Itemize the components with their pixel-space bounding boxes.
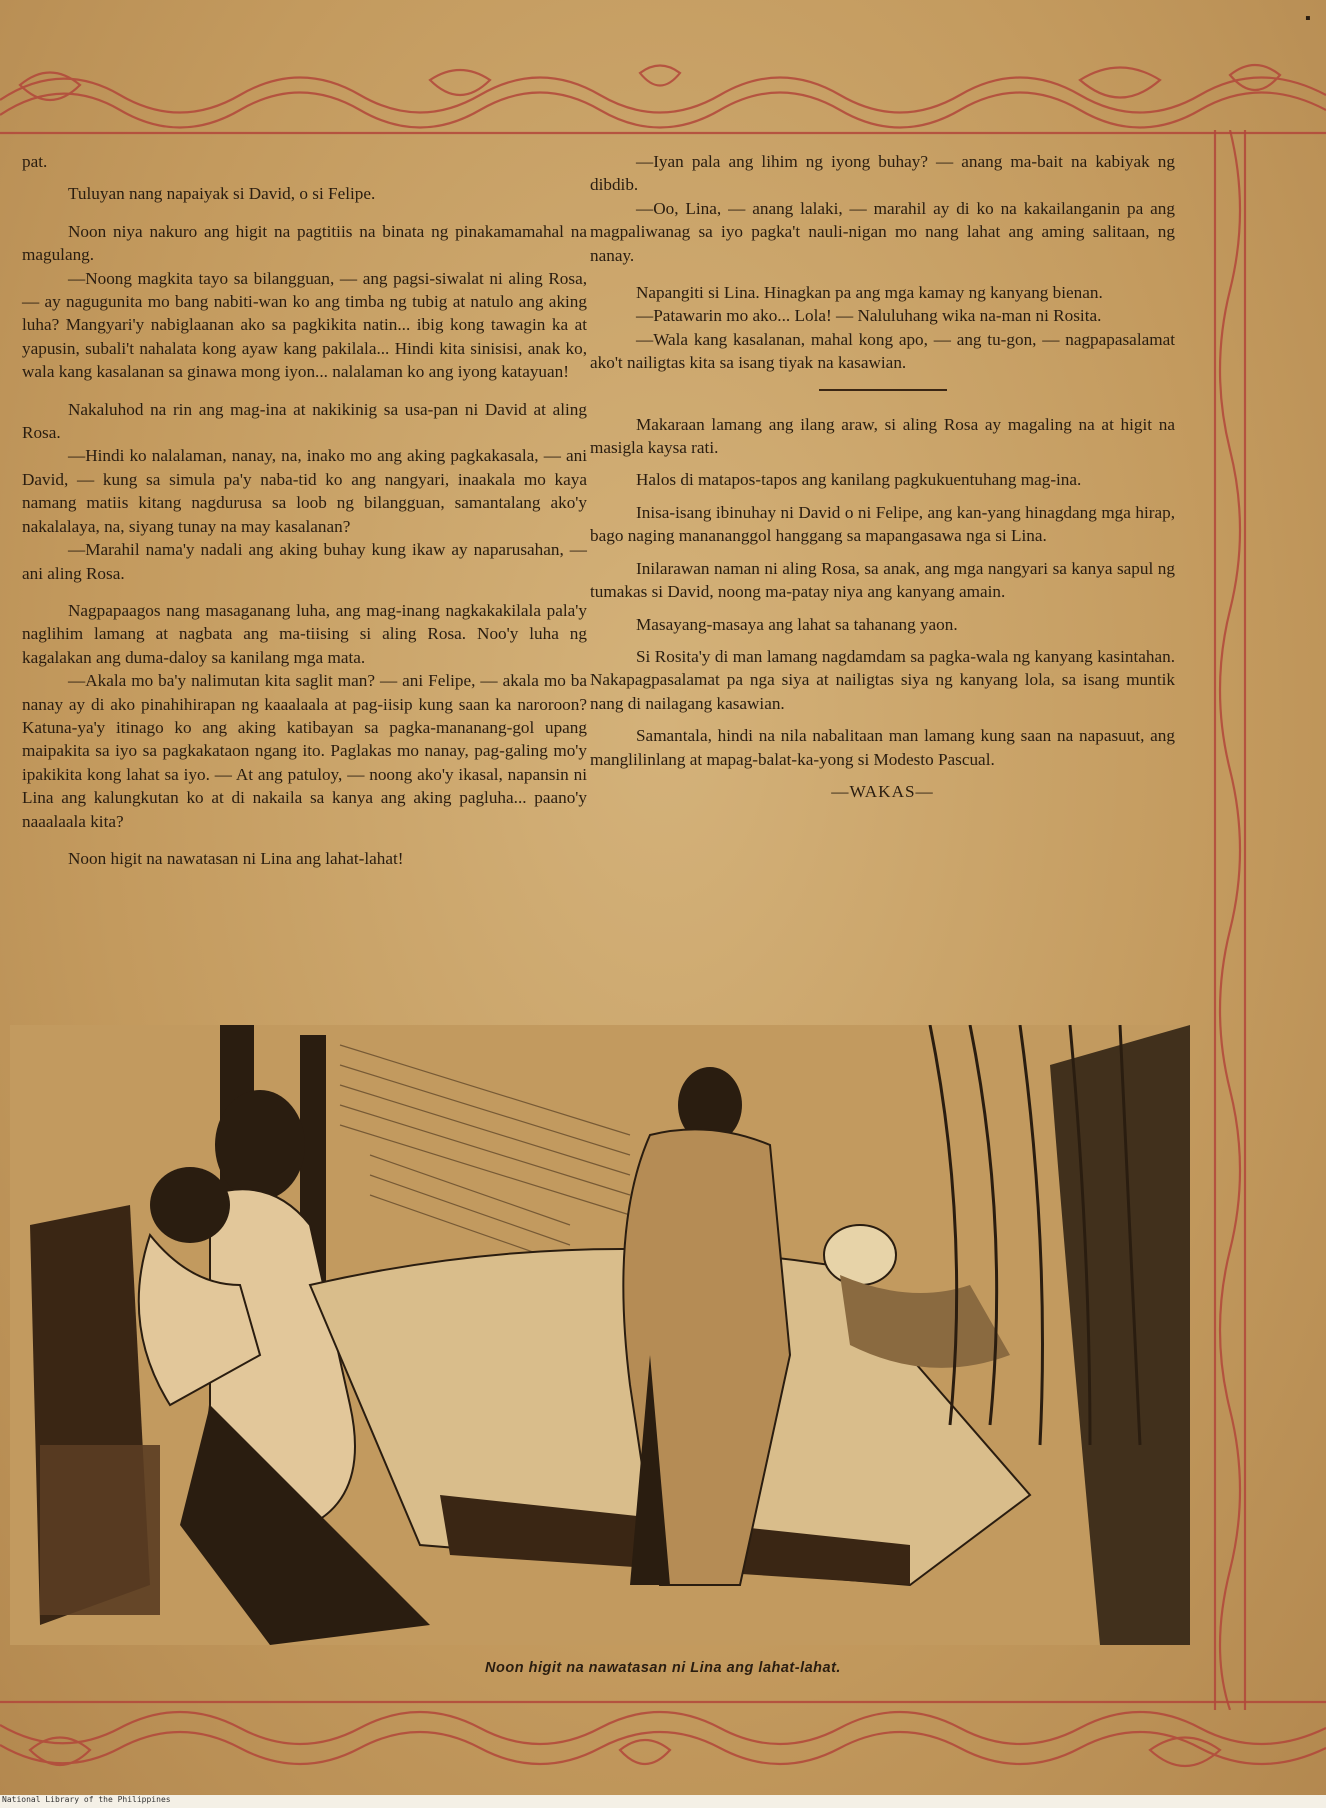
- paragraph: Makaraan lamang ang ilang araw, si aling Rosa ay magaling na at higit na masigla kaysa rati.: [590, 414, 1175, 458]
- paragraph: Tuluyan nang napaiyak si David, o si Felipe.: [68, 184, 376, 204]
- paragraph: Inisa-isang ibinuhay ni David o ni Felipe, ang kan-yang hinagdang mga hirap, bago naging manananggol hanggang sa mapangasawa nga si Lina.: [590, 502, 1175, 546]
- paragraph: —Akala mo ba'y nalimutan kita saglit man? — ani Felipe, — akala mo ba nanay ay di ako pinahihirapan ng kaaalaala at pag-iisip kung saan ka naroroon? Katuna-ya'y itinago ko ang aking katibayan sa pagka-mananang-gol upang maipakita sa iyo sa pagkakataon ngang ito. Paglakas mo nanay, pag-galing mo'y ipakikita kong lahat sa iyo. — At ang patuloy, — noong ako'y ikasal, napansin ni Lina ang kalungkutan ko at di nakaila sa kanya ang aking pagluha... paano'y naaalaala kita?: [22, 671, 587, 831]
- paragraph: Samantala, hindi na nila nabalitaan man lamang kung saan na napasuut, ang manglilinlang at mapag-balat-ka-yong si Modesto Pascual.: [590, 726, 1175, 769]
- paragraph: Masayang-masaya ang lahat sa tahanang yaon.: [636, 614, 958, 634]
- right-text-column: [590, 150, 1175, 812]
- ornamental-border-bottom: [0, 1690, 1326, 1780]
- section-divider: [819, 389, 947, 391]
- ornamental-border-top: [0, 55, 1326, 145]
- paragraph: —Hindi ko nalalaman, nanay, na, inako mo ang aking pagkakasala, — ani David, — kung sa simula pa'y naba-tid ko ang nangyari, inaakala mo kaya namang matiis kitang nagdurusa sa loob ng bilangguan, samantalang ako'y nakalalaya, na, siyang tunay na may kasalanan?: [22, 446, 587, 536]
- illustration-caption: Noon higit na nawatasan ni Lina ang lahat-lahat.: [485, 1660, 841, 1676]
- paragraph: Napangiti si Lina. Hinagkan pa ang mga kamay ng kanyang bienan.: [636, 283, 1103, 303]
- paragraph: —Wala kang kasalanan, mahal kong apo, — ang tu-gon, — nagpapasalamat ako't nailigtas kita sa isang tiyak na kasawian.: [590, 329, 1175, 373]
- footer-bar: [0, 1795, 1326, 1808]
- paragraph: Halos di matapos-tapos ang kanilang pagkukuentuhang mag-ina.: [636, 470, 1082, 490]
- footer-credit: National Library of the Philippines: [2, 1795, 171, 1804]
- paragraph: —Iyan pala ang lihim ng iyong buhay? — anang ma-bait na kabiyak ng dibdib.: [590, 152, 1175, 195]
- left-text-column: [22, 150, 587, 879]
- paragraph: Nagpapaagos nang masaganang luha, ang mag-inang nagkakakilala pala'y naglihim lamang at nagbata ang ma-tiising si aling Rosa. Noo'y luha ng kagalakan ang duma-daloy sa kanilang mga mata.: [22, 600, 587, 667]
- paragraph: Noon niya nakuro ang higit na pagtitiis na binata ng pinakamamahal na magulang.: [22, 221, 587, 265]
- paragraph: —Patawarin mo ako... Lola! — Naluluhang wika na-man ni Rosita.: [636, 306, 1102, 326]
- paragraph: Inilarawan naman ni aling Rosa, sa anak, ang mga nangyari sa kanya sapul ng tumakas si David, noong ma-patay niya ang kanyang amain.: [590, 558, 1175, 602]
- paragraph: Si Rosita'y di man lamang nagdamdam sa pagka-wala ng kanyang kasintahan. Nakapagpasalamat pa nga siya at nailigtas siya ng kanyang lola, sa isang muntik nang di nailagang kasawian.: [590, 646, 1175, 713]
- paragraph: pat.: [22, 152, 48, 171]
- end-mark: —WAKAS—: [831, 781, 934, 801]
- ornamental-border-right: [1200, 130, 1260, 1710]
- page-mark: ▪: [1305, 10, 1311, 27]
- paragraph: —Marahil nama'y nadali ang aking buhay kung ikaw ay naparusahan, — ani aling Rosa.: [22, 540, 587, 583]
- paragraph: —Noong magkita tayo sa bilangguan, — ang pagsi-siwalat ni aling Rosa, — ay nagugunita mo bang nabiti-wan ko ang timba ng tubig at natulo ang aking luha? Mangyari'y nabiglaanan ako sa pagkikita natin... ibig kong tawagin ka at yapusin, subali't nahalata kong ayaw kang pakilala... Hindi kita sinisisi, anak ko, wala kang kasalanan sa ginawa mong iyon... nalalaman ko ang iyong katayuan!: [22, 268, 587, 382]
- paragraph: Noon higit na nawatasan ni Lina ang lahat-lahat!: [68, 848, 404, 868]
- paragraph: —Oo, Lina, — anang lalaki, — marahil ay di ko na kakailanganin pa ang magpaliwanag sa iyo pagka't nauli-nigan mo nang lahat ang aming salitaan, ng nanay.: [590, 198, 1175, 265]
- paragraph: Nakaluhod na rin ang mag-ina at nakikinig sa usa-pan ni David at aling Rosa.: [22, 399, 587, 443]
- story-illustration: [10, 1025, 1190, 1645]
